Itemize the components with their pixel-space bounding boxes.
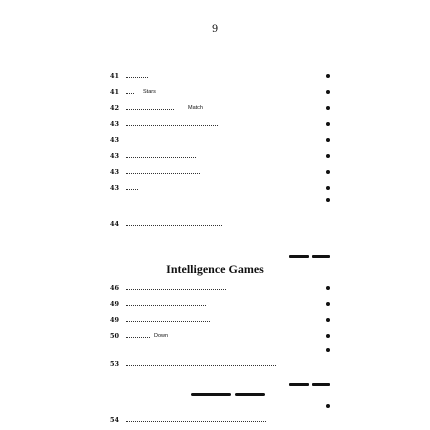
bullet-icon <box>326 318 330 322</box>
entry-page-number: 43 <box>110 168 120 176</box>
dot-leader <box>126 365 276 366</box>
urdu-text-line <box>130 402 322 410</box>
urdu-text-line <box>130 196 322 204</box>
bullet-icon <box>326 198 330 202</box>
dot-leader <box>126 225 222 226</box>
urdu-text-line <box>214 316 322 324</box>
bullet-icon <box>326 106 330 110</box>
dot-leader <box>126 189 138 190</box>
inline-latin-text: Match <box>188 105 203 111</box>
contents-entry <box>110 102 330 114</box>
bullet-icon <box>326 138 330 142</box>
entry-page-number: 53 <box>110 360 120 368</box>
urdu-text-line <box>150 346 322 354</box>
contents-entry <box>110 314 330 326</box>
urdu-text-line <box>142 184 322 192</box>
bullet-icon <box>326 74 330 78</box>
dot-leader <box>126 93 134 94</box>
contents-entry <box>110 400 330 412</box>
urdu-text-line <box>200 152 322 160</box>
contents-entry <box>110 358 330 370</box>
contents-entry <box>110 118 330 130</box>
entry-page-number: 42 <box>110 104 120 112</box>
bullet-icon <box>326 348 330 352</box>
entry-page-number: 54 <box>110 416 120 424</box>
entry-page-number: 43 <box>110 136 120 144</box>
contents-entry <box>110 166 330 178</box>
bullet-icon <box>326 404 330 408</box>
urdu-text-line <box>210 300 322 308</box>
urdu-text-line <box>204 168 322 176</box>
urdu-text-line <box>222 120 322 128</box>
contents-entry-continuation <box>110 206 330 218</box>
dot-leader <box>126 109 174 110</box>
entry-page-number: 46 <box>110 284 120 292</box>
urdu-text-line <box>160 88 322 96</box>
urdu-text-line <box>210 104 322 112</box>
section-title: Intelligence Games <box>166 262 264 276</box>
page-number: 9 <box>211 24 219 35</box>
dot-leader <box>126 289 226 290</box>
contents-entry <box>110 86 330 98</box>
dot-leader <box>126 157 196 158</box>
entry-page-number: 43 <box>110 120 120 128</box>
entry-page-number: 43 <box>110 184 120 192</box>
bullet-icon <box>326 334 330 338</box>
section-heading <box>285 374 330 388</box>
bullet-icon <box>326 170 330 174</box>
inline-latin-text: Down <box>154 333 169 339</box>
dot-leader <box>126 337 150 338</box>
contents-entry <box>110 218 330 230</box>
section-heading <box>285 246 330 260</box>
entry-page-number: 49 <box>110 316 120 324</box>
dot-leader <box>126 173 200 174</box>
entry-page-number: 49 <box>110 300 120 308</box>
urdu-text-line <box>152 72 322 80</box>
bullet-icon <box>326 90 330 94</box>
inline-latin-text: Stars <box>143 89 156 95</box>
entry-page-number: 41 <box>110 72 120 80</box>
dot-leader <box>126 421 266 422</box>
contents-entry-continuation <box>110 344 330 356</box>
dot-leader <box>126 321 210 322</box>
bullet-icon <box>326 122 330 126</box>
urdu-text-line <box>226 220 322 228</box>
contents-entry <box>110 150 330 162</box>
bullet-icon <box>326 154 330 158</box>
contents-entry <box>110 298 330 310</box>
dot-leader <box>126 305 206 306</box>
urdu-text-line <box>130 208 322 216</box>
bullet-icon <box>326 302 330 306</box>
entry-page-number: 41 <box>110 88 120 96</box>
entry-page-number: 44 <box>110 220 120 228</box>
bullet-icon <box>326 286 330 290</box>
dot-leader <box>126 125 218 126</box>
contents-entry-continuation <box>110 194 330 206</box>
urdu-text-line <box>130 136 322 144</box>
contents-entry <box>110 330 330 342</box>
urdu-text-line <box>230 284 322 292</box>
bullet-icon <box>326 186 330 190</box>
contents-entry <box>110 134 330 146</box>
entry-page-number: 50 <box>110 332 120 340</box>
entry-page-number: 43 <box>110 152 120 160</box>
urdu-text-line <box>272 416 322 424</box>
contents-entry <box>110 282 330 294</box>
contents-entry <box>110 182 330 194</box>
urdu-text-line <box>282 360 322 368</box>
contents-entry <box>110 414 330 426</box>
urdu-text-line <box>170 332 322 340</box>
contents-entry <box>110 70 330 82</box>
dot-leader <box>126 77 148 78</box>
